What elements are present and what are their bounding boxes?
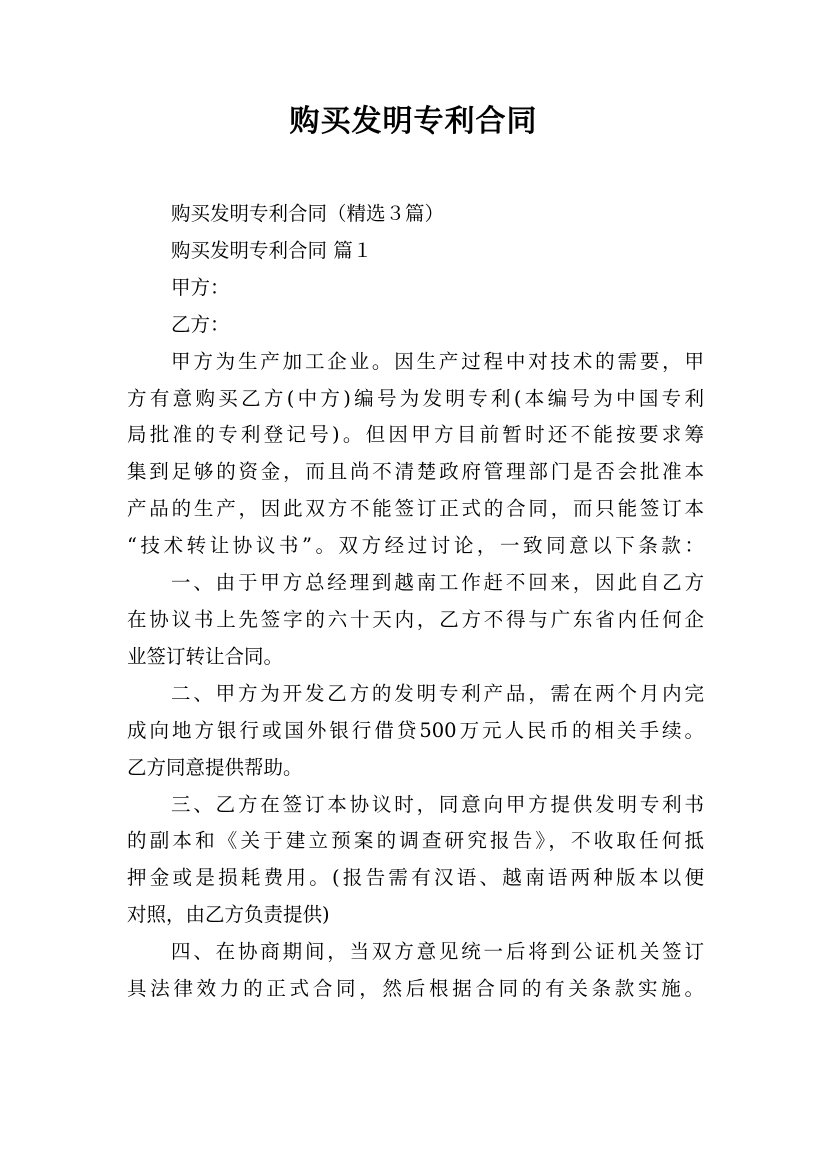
text-line: “技术转让协议书”。双方经过讨论，一致同意以下条款：	[127, 534, 704, 558]
text-line: 押金或是损耗费用。(报告需有汉语、越南语两种版本以便	[127, 866, 704, 890]
text-line: 对照，由乙方负责提供)	[127, 903, 330, 927]
text-line: 乙方：	[171, 312, 230, 336]
text-line: 二、甲方为开发乙方的发明专利产品，需在两个月内完	[171, 681, 704, 705]
document-body	[127, 196, 704, 1008]
text-line: 局批准的专利登记号)。但因甲方目前暂时还不能按要求筹	[127, 423, 704, 447]
text-line: 业签订转让合同。	[127, 644, 284, 668]
text-line: 产品的生产，因此双方不能签订正式的合同，而只能签订本	[127, 497, 704, 521]
text-line: 购买发明专利合同 篇１	[171, 238, 373, 262]
text-line: 方有意购买乙方(中方)编号为发明专利(本编号为中国专利	[127, 386, 704, 410]
text-line: 乙方同意提供帮助。	[127, 755, 303, 779]
text-line: 集到足够的资金，而且尚不清楚政府管理部门是否会批准本	[127, 460, 704, 484]
text-line: 购买发明专利合同（精选３篇）	[171, 202, 445, 225]
document-title: 购买发明专利合同	[289, 104, 538, 139]
text-line: 在协议书上先签字的六十天内，乙方不得与广东省内任何企	[127, 607, 704, 631]
text-line: 的副本和《关于建立预案的调查研究报告》，不收取任何抵	[127, 829, 704, 853]
text-line: 具法律效力的正式合同，然后根据合同的有关条款实施。	[127, 977, 704, 1001]
text-line: 甲方：	[171, 275, 230, 299]
text-line: 三、乙方在签订本协议时，同意向甲方提供发明专利书	[171, 792, 704, 816]
text-line: 成向地方银行或国外银行借贷500万元人民币的相关手续。	[127, 718, 704, 742]
text-line: 四、在协商期间，当双方意见统一后将到公证机关签订	[171, 940, 704, 964]
text-line: 一、由于甲方总经理到越南工作赶不回来，因此自乙方	[171, 571, 704, 595]
text-line: 甲方为生产加工企业。因生产过程中对技术的需要，甲	[171, 349, 704, 373]
